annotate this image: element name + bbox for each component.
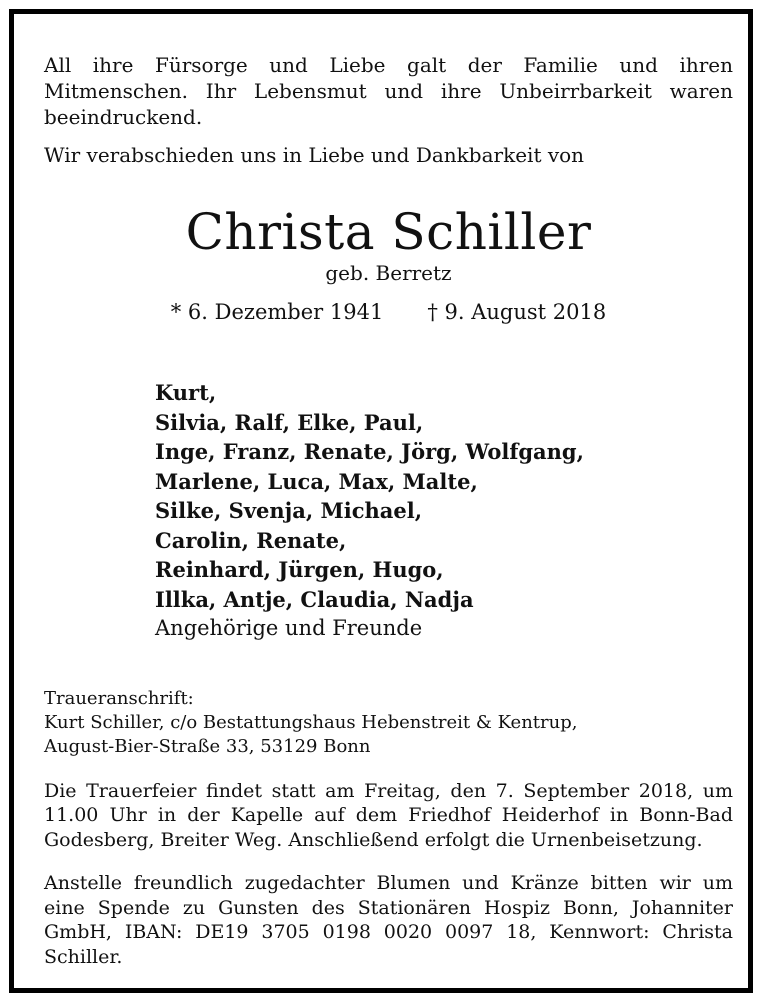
opening-text: All ihre Fürsorge und Liebe galt der Familie und ihren Mitmenschen. Ihr Lebensmut und ihre Unbeirrbarkeit waren beeindruckend. (44, 53, 733, 129)
address-label: Traueranschrift: (44, 687, 194, 709)
mourning-address (44, 687, 733, 759)
donation-info: Anstelle freundlich zugedachter Blumen und Kränze bitten wir um eine Spende zu Gunsten des Stationären Hospiz Bonn, Johanniter GmbH, IBAN: DE19 3705 0198 0020 0097 18, Kennwort: Christa Schiller. (44, 872, 733, 968)
relatives-and-friends: Angehörige und Freunde (155, 616, 423, 640)
mourner-line: Illka, Antje, Claudia, Nadja (155, 586, 474, 612)
address-line-2: August-Bier-Straße 33, 53129 Bonn (44, 735, 371, 757)
mourner-line: Marlene, Luca, Max, Malte, (155, 468, 478, 494)
address-line-1: Kurt Schiller, c/o Bestattungshaus Hebenstreit & Kentrup, (44, 711, 578, 733)
obituary-content (44, 44, 733, 988)
ceremony-info: Die Trauerfeier findet statt am Freitag, den 7. September 2018, um 11.00 Uhr in der Kapelle auf dem Friedhof Heiderhof in Bonn-Bad Godesberg, Breiter Weg. Anschließend erfolgt die Urnenbeisetzung. (44, 779, 733, 851)
mourner-line: Silke, Svenja, Michael, (155, 498, 423, 523)
mourner-line: Silvia, Ralf, Elke, Paul, (155, 409, 424, 435)
mourner-line: Carolin, Renate, (155, 527, 347, 553)
mourners-list (155, 378, 733, 644)
mourner-line: Kurt, (155, 380, 217, 405)
mourner-line: Reinhard, Jürgen, Hugo, (155, 557, 444, 582)
life-dates (44, 298, 733, 326)
birth-date: * 6. Dezember 1941 (170, 300, 384, 324)
death-date: † 9. August 2018 (427, 300, 607, 324)
obituary-frame (9, 9, 753, 993)
maiden-name: geb. Berretz (325, 261, 452, 285)
deceased-name: Christa Schiller (185, 203, 592, 261)
mourner-line: Inge, Franz, Renate, Jörg, Wolfgang, (155, 439, 584, 464)
intro-text: Wir verabschieden uns in Liebe und Dankbarkeit von (44, 143, 585, 167)
